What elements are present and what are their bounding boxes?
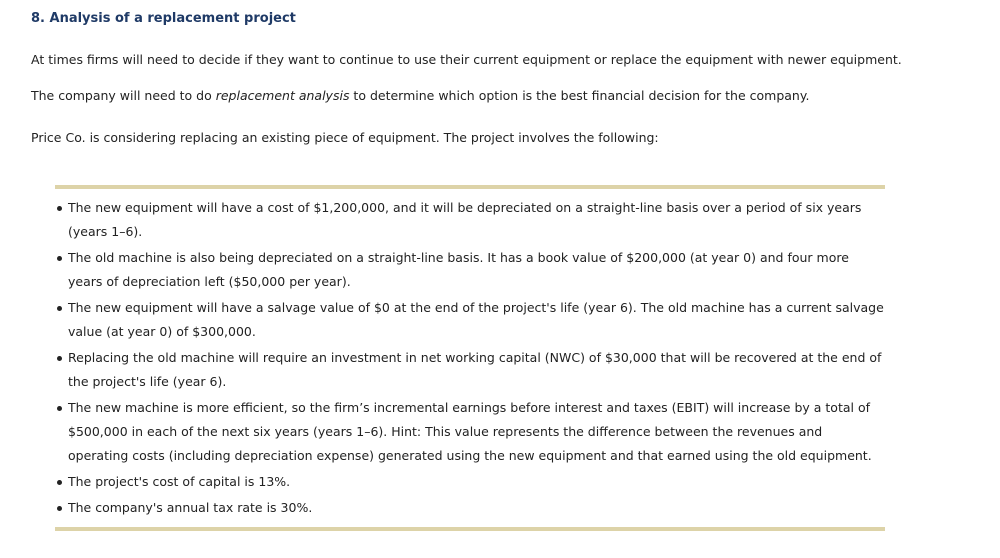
list-item (55, 396, 885, 468)
bullet-icon (57, 356, 62, 361)
list-item (55, 496, 885, 520)
bullet-icon (57, 206, 62, 211)
intro-paragraph-2 (31, 87, 809, 105)
bullet-icon (57, 506, 62, 511)
list-item-text: The new equipment will have a salvage value of $0 at the end of the project's life (year 6). The old machine has a current salvage value (at year 0) of $300,000. (68, 300, 884, 339)
bullet-icon (57, 306, 62, 311)
list-item-text: The company's annual tax rate is 30%. (68, 500, 313, 515)
list-item (55, 470, 885, 494)
replacement-analysis-term: replacement analysis (215, 88, 350, 103)
intro-paragraph-3: Price Co. is considering replacing an existing piece of equipment. The project involves the following: (31, 130, 659, 145)
list-item-text: The new equipment will have a cost of $1,200,000, and it will be depreciated on a straight-line basis over a period of six years (years 1–6). (68, 200, 862, 239)
intro-paragraph-2-start: The company will need to do (31, 88, 216, 103)
bullet-icon (57, 480, 62, 485)
intro-paragraph-1: At times firms will need to decide if they want to continue to use their current equipment or replace the equipment with newer equipment. (31, 52, 902, 67)
list-item (55, 246, 885, 294)
project-details-list (55, 196, 885, 522)
bullet-icon (57, 406, 62, 411)
list-item (55, 296, 885, 344)
list-item (55, 196, 885, 244)
bullet-icon (57, 256, 62, 261)
page-title: 8. Analysis of a replacement project (31, 11, 296, 26)
list-item-text: The new machine is more efficient, so the firm’s incremental earnings before interest and taxes (EBIT) will increase by a total of $500,000 in each of the next six years (years 1–6). Hint: This value represents the difference between the revenues and operating costs (including depreciation expense) generated using the new equipment and that earned using the old equipment. (68, 400, 872, 463)
intro-paragraph-2-end: to determine which option is the best financial decision for the company. (349, 88, 810, 103)
list-item-text: The old machine is also being depreciated on a straight-line basis. It has a book value of $200,000 (at year 0) and four more years of depreciation left ($50,000 per year). (68, 250, 849, 289)
divider-top (55, 185, 885, 189)
list-item-text: The project's cost of capital is 13%. (68, 474, 291, 489)
list-item (55, 346, 885, 394)
divider-bottom (55, 527, 885, 531)
list-item-text: Replacing the old machine will require an investment in net working capital (NWC) of $30,000 that will be recovered at the end of the project's life (year 6). (68, 350, 882, 389)
